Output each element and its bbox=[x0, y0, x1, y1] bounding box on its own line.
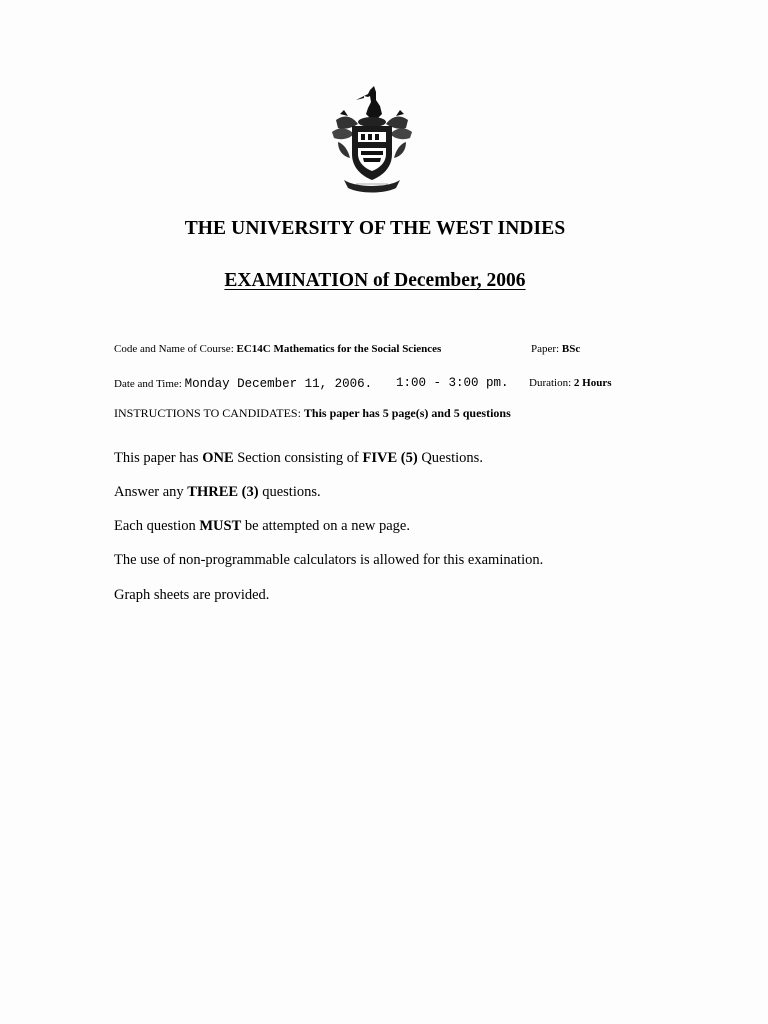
body-line3-part-a: Each question bbox=[114, 518, 200, 534]
body-line1-part-b: ONE bbox=[202, 450, 234, 466]
body-line1-part-a: This paper has bbox=[114, 450, 203, 466]
datetime-label: Date and Time: bbox=[114, 378, 182, 390]
body-line2-part-b: THREE (3) bbox=[187, 484, 259, 500]
body-line-sections bbox=[114, 450, 483, 467]
body-line2-part-a: Answer any bbox=[114, 484, 188, 500]
body-line3-part-b: MUST bbox=[199, 518, 242, 534]
course-value: EC14C Mathematics for the Social Sciences bbox=[236, 343, 442, 355]
university-crest-icon bbox=[330, 84, 414, 196]
body-line1-part-c: Section consisting of bbox=[233, 450, 363, 466]
duration-line bbox=[529, 377, 612, 389]
body-line2-part-c: questions. bbox=[258, 484, 321, 500]
body-line3-part-c: be attempted on a new page. bbox=[241, 518, 410, 534]
date-value: Monday December 11, 2006. bbox=[184, 377, 373, 391]
paper-value: BSc bbox=[561, 343, 581, 355]
body-line-new-page bbox=[114, 518, 410, 535]
body-line-calculators: The use of non-programmable calculators is allowed for this examination. bbox=[114, 552, 544, 568]
university-name: THE UNIVERSITY OF THE WEST INDIES bbox=[184, 218, 566, 239]
instructions-value: This paper has 5 page(s) and 5 questions bbox=[303, 406, 511, 420]
duration-value: 2 Hours bbox=[573, 377, 612, 389]
body-line-answer bbox=[114, 484, 321, 501]
duration-label: Duration: bbox=[529, 377, 572, 389]
body-line1-part-e: Questions. bbox=[417, 450, 483, 466]
course-line bbox=[114, 343, 441, 355]
body-line-graph-sheets: Graph sheets are provided. bbox=[114, 587, 270, 603]
instructions-line bbox=[114, 406, 511, 421]
datetime-line bbox=[114, 377, 372, 391]
examination-title: EXAMINATION of December, 2006 bbox=[224, 270, 526, 291]
course-label: Code and Name of Course: bbox=[114, 343, 234, 355]
instructions-label: INSTRUCTIONS TO CANDIDATES: bbox=[114, 406, 301, 420]
time-value: 1:00 - 3:00 pm. bbox=[396, 376, 509, 390]
paper-line bbox=[531, 343, 580, 355]
paper-label: Paper: bbox=[531, 343, 560, 355]
body-line1-part-d: FIVE (5) bbox=[362, 450, 418, 466]
